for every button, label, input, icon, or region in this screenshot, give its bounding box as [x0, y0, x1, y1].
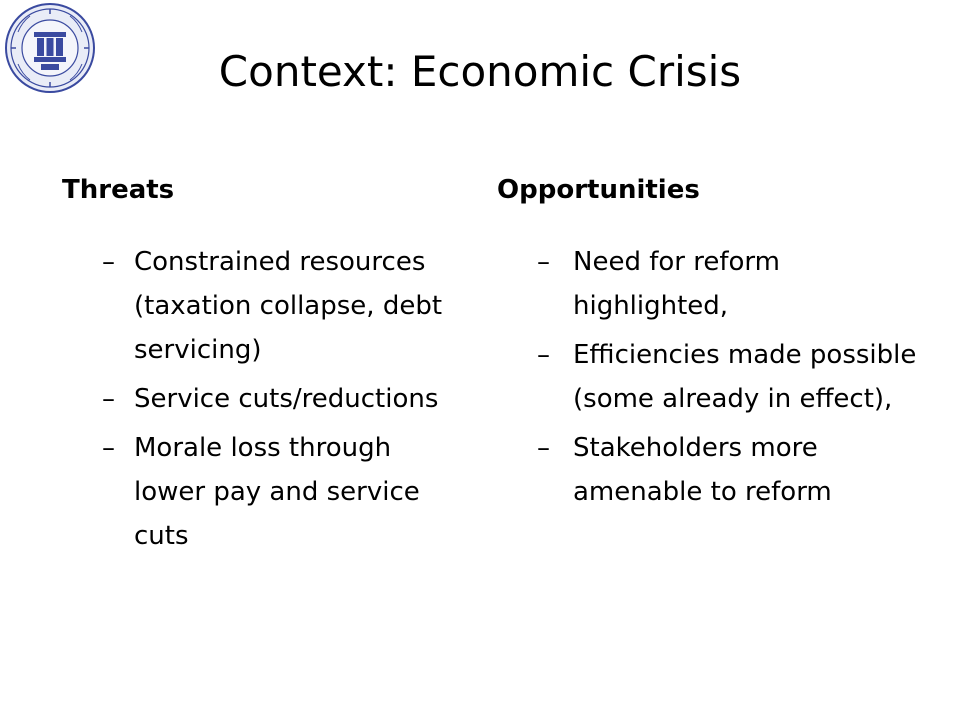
dash-icon: –: [102, 433, 115, 463]
opportunities-column: [497, 168, 917, 519]
dash-icon: –: [537, 247, 550, 277]
opportunities-heading: Opportunities: [497, 175, 700, 205]
threats-list: [62, 240, 462, 558]
bullet-text: Efficiencies made possible (some already in effect),: [573, 340, 917, 414]
opportunities-list: [497, 240, 917, 514]
list-item: [497, 333, 917, 421]
list-item: [62, 426, 462, 558]
bullet-text: Need for reform highlighted,: [573, 247, 780, 321]
list-item: [497, 426, 917, 514]
threats-heading: Threats: [62, 175, 175, 205]
threats-column: [62, 168, 462, 563]
list-item: [62, 240, 462, 372]
list-item: [497, 240, 917, 328]
dash-icon: –: [102, 384, 115, 414]
bullet-text: Stakeholders more amenable to reform: [573, 433, 832, 507]
bullet-text: Service cuts/reductions: [134, 384, 439, 414]
dash-icon: –: [537, 433, 550, 463]
list-item: [62, 377, 462, 421]
slide-title: Context: Economic Crisis: [218, 47, 742, 96]
dash-icon: –: [102, 247, 115, 277]
bullet-text: Morale loss through lower pay and service cuts: [134, 433, 420, 551]
bullet-text: Constrained resources (taxation collapse, debt servicing): [134, 247, 443, 365]
dash-icon: –: [537, 340, 550, 370]
